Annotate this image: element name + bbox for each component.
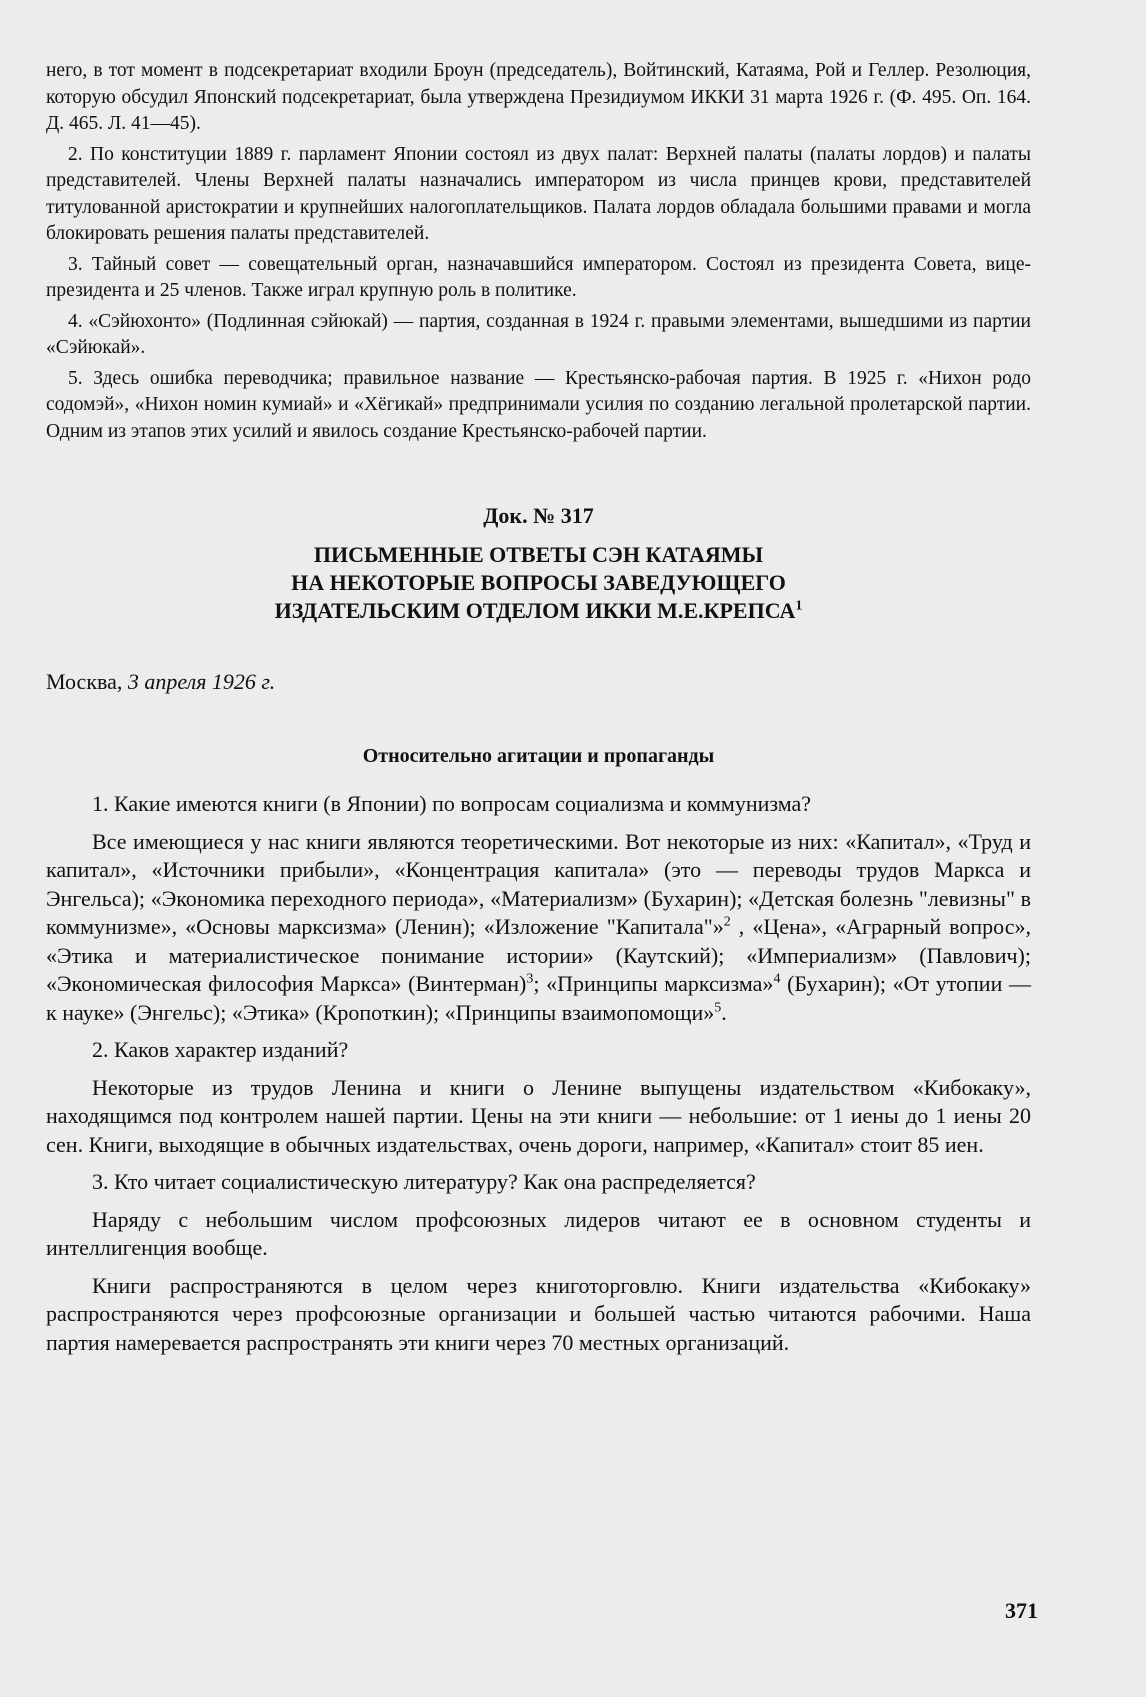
question-2: 2. Каков характер изданий? bbox=[92, 1037, 349, 1062]
answer-2: Некоторые из трудов Ленина и книги о Ленине выпущены издательством «Кибокаку», находящимся под контролем нашей партии. Цены на эти книги — небольшие: от 1 иены до 1 иены 20 сен. Книги, выходящие в обычных издательствах, очень дороги, например, «Капитал» стоит 85 иен. bbox=[46, 1074, 1031, 1157]
footnote-2: 2. По конституции 1889 г. парламент Японии состоял из двух палат: Верхней палаты (палаты лордов) и палаты представителей. Члены Верхней палаты назначались императором из числа принцев крови, представителей титулованной аристократии и крупнейших налогоплательщиков. Палата лордов обладала большими правами и могла блокировать решения палаты представителей. bbox=[46, 143, 1031, 244]
section-heading: Относительно агитации и пропаганды bbox=[362, 745, 715, 767]
footnote-3: 3. Тайный совет — совещательный орган, назначавшийся императором. Состоял из президента Совета, вице-президента и 25 членов. Также играл крупную роль в политике. bbox=[46, 253, 1031, 301]
answer-1 bbox=[46, 828, 1031, 1028]
date: 3 апреля 1926 г. bbox=[127, 669, 276, 694]
title-line-3-text: ИЗДАТЕЛЬСКИМ ОТДЕЛОМ ИККИ М.Е.КРЕПСА bbox=[274, 598, 796, 623]
answer-1-part-3: ; «Принципы марксизма» bbox=[533, 971, 774, 996]
answer-1-part-2: , «Цена», «Аграрный вопрос», «Этика и материалистическое понимание истории» (Каутский); «Империализм» (Павлович); «Экономическая философия Маркса» (Винтерман) bbox=[46, 914, 1031, 996]
place-and-date bbox=[46, 669, 1031, 695]
question-3: 3. Кто читает социалистическую литературу? Как она распределяется? bbox=[92, 1169, 756, 1194]
question-1: 1. Какие имеются книги (в Японии) по вопросам социализма и коммунизма? bbox=[92, 791, 812, 816]
title-line-1: ПИСЬМЕННЫЕ ОТВЕТЫ СЭН КАТАЯМЫ bbox=[313, 542, 764, 567]
title-line-3 bbox=[46, 597, 1031, 625]
answer-3-continued: Книги распространяются в целом через книготорговлю. Книги издательства «Кибокаку» распространяются через профсоюзные организации и большей частью читаются рабочими. Наша партия намеревается распространять эти книги через 70 местных организаций. bbox=[46, 1272, 1031, 1355]
page-number: 371 bbox=[1005, 1598, 1038, 1623]
place: Москва, bbox=[46, 669, 128, 694]
document-number: Док. № 317 bbox=[483, 503, 594, 528]
answer-1-part-5: . bbox=[721, 999, 727, 1025]
page-content bbox=[46, 58, 1031, 1366]
document-title bbox=[46, 541, 1031, 625]
answer-3: Наряду с небольшим числом профсоюзных лидеров читают ее в основном студенты и интеллигенция вообще. bbox=[46, 1206, 1031, 1260]
footnote-mark-2: 2 bbox=[723, 914, 731, 930]
footnote-mark-5: 5 bbox=[714, 1000, 722, 1016]
title-line-2: НА НЕКОТОРЫЕ ВОПРОСЫ ЗАВЕДУЮЩЕГО bbox=[291, 570, 786, 595]
answer-1-part-1: Все имеющиеся у нас книги являются теоретическими. Вот некоторые из них: «Капитал», «Труд и капитал», «Источники прибыли», «Концентрация капитала» (это — переводы трудов Маркса и Энгельса); «Экономика переходного периода», «Материализм» (Бухарин); «Детская болезнь "левизны" в коммунизме», «Основы марксизма» (Ленин); «Изложение "Капитала"» bbox=[46, 828, 1031, 939]
answer-1-part-4: (Бухарин); «От утопии — к науке» (Энгельс); «Этика» (Кропоткин); «Принципы взаимопомощи» bbox=[46, 971, 1031, 1025]
footnote-mark-4: 4 bbox=[773, 971, 781, 987]
footnote-mark-3: 3 bbox=[526, 971, 534, 987]
footnote-4: 4. «Сэйюхонто» (Подлинная сэйюкай) — партия, созданная в 1924 г. правыми элементами, вышедшими из партии «Сэйюкай». bbox=[46, 310, 1031, 358]
footnote-continuation: него, в тот момент в подсекретариат входили Броун (председатель), Войтинский, Катаяма, Рой и Геллер. Резолюция, которую обсудил Японский подсекретариат, была утверждена Президиумом ИККИ 31 марта 1926 г. (Ф. 495. Оп. 164. Д. 465. Л. 41—45). bbox=[46, 60, 1031, 134]
title-footnote-mark: 1 bbox=[795, 598, 803, 614]
footnote-5: 5. Здесь ошибка переводчика; правильное название — Крестьянско-рабочая партия. В 1925 г. «Нихон родо содомэй», «Нихон номин кумиай» и «Хёгикай» предпринимали усилия по созданию легальной пролетарской партии. Одним из этапов этих усилий и явилось создание Крестьянско-рабочей партии. bbox=[46, 367, 1031, 442]
